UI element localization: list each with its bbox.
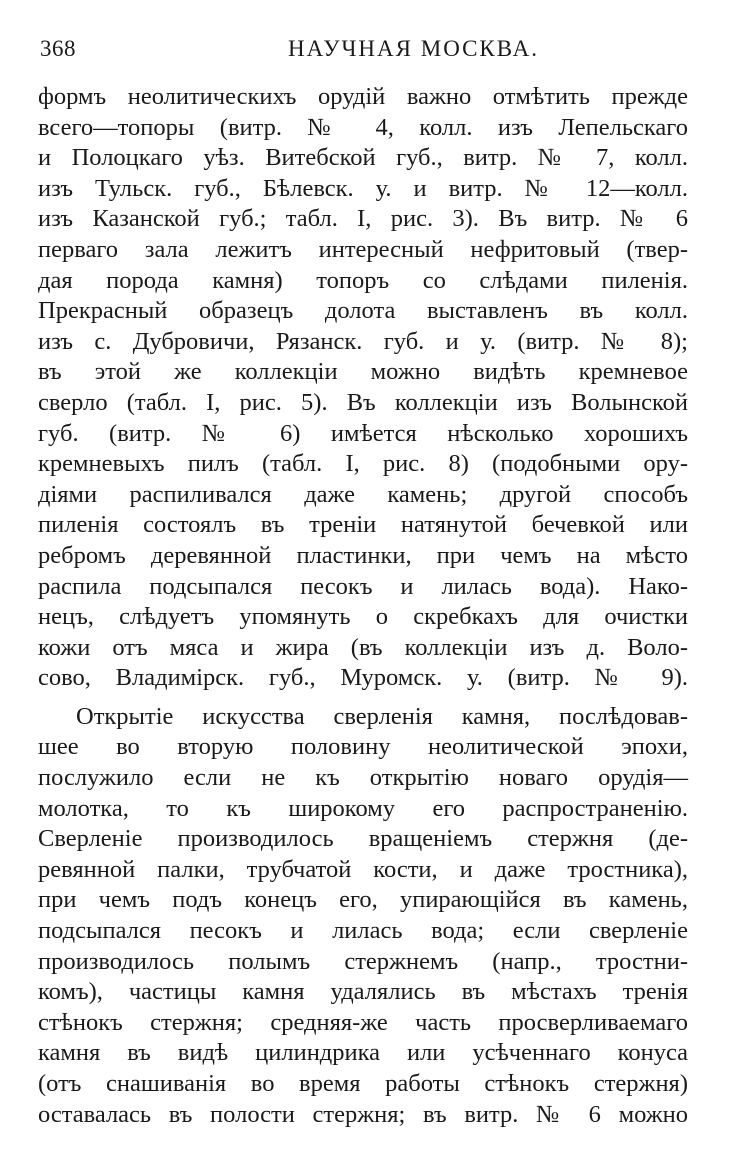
text-line: діями распиливался даже камень; другой способъ xyxy=(38,480,688,508)
text-line: формъ неолитическихъ орудій важно отмѣтить прежде xyxy=(38,83,688,110)
text-line: изъ Тульск. губ., Бѣлевск. у. и витр. № 12—колл. xyxy=(38,174,688,202)
text-line: послужило если не къ открытію новаго орудія— xyxy=(38,764,688,792)
text-line: Сверленіе производилось вращеніемъ стержня (де- xyxy=(38,825,688,853)
text-line: распила подсыпался песокъ и лилась вода). Нако- xyxy=(38,572,688,600)
text-line: и Полоцкаго уѣз. Витебской губ., витр. № 7, колл. xyxy=(38,144,688,172)
text-line: при чемъ подъ конецъ его, упирающійся въ камень, xyxy=(38,886,688,914)
text-line: губ. (витр. № 6) имѣется нѣсколько хорошихъ xyxy=(38,419,688,447)
text-line: изъ Казанской губ.; табл. I, рис. 3). Въ витр. № 6 xyxy=(38,205,688,233)
text-line: дая порода камня) топоръ со слѣдами пиленія. xyxy=(38,266,688,294)
text-line: молотка, то къ широкому его распространенію. xyxy=(38,794,688,822)
paragraph-1 xyxy=(38,82,688,694)
text-line-first: Открытіе искусства сверленія камня, послѣдовав- xyxy=(76,702,688,730)
text-line: ребромъ деревянной пластинки, при чемъ на мѣсто xyxy=(38,541,688,569)
text-line: кремневыхъ пилъ (табл. I, рис. 8) (подобными ору- xyxy=(38,450,688,478)
text-line: перваго зала лежитъ интересный нефритовый (твер- xyxy=(38,235,688,263)
paragraph-gap xyxy=(38,694,688,702)
text-line-last: сово, Владимірск. губ., Муромск. у. (витр. № 9). xyxy=(38,664,688,692)
page-header xyxy=(40,28,700,68)
text-line: изъ с. Дубровичи, Рязанск. губ. и у. (витр. № 8); xyxy=(38,327,688,355)
body-text xyxy=(38,82,688,1130)
text-line: сверло (табл. I, рис. 5). Въ коллекціи изъ Волынской xyxy=(38,388,688,416)
paragraph-2 xyxy=(38,702,688,1130)
text-line: шее во вторую половину неолитической эпохи, xyxy=(38,733,688,761)
text-line: (отъ снашиванія во время работы стѣнокъ стержня) xyxy=(38,1070,688,1097)
text-line: подсыпался песокъ и лилась вода; если сверленіе xyxy=(38,917,688,945)
text-line: камня въ видѣ цилиндрика или усѣченнаго конуса xyxy=(38,1039,688,1067)
text-line: въ этой же коллекціи можно видѣть кремневое xyxy=(38,358,688,386)
text-line: пиленія состоялъ въ треніи натянутой бечевкой или xyxy=(38,511,688,539)
text-line: производилось полымъ стержнемъ (напр., тростни- xyxy=(38,947,688,975)
running-title: НАУЧНАЯ МОСКВА. xyxy=(288,36,540,61)
text-line: всего—топоры (витр. № 4, колл. изъ Лепельскаго xyxy=(38,113,688,141)
text-line: кожи отъ мяса и жира (въ коллекціи изъ д. Воло- xyxy=(38,633,688,661)
text-line: ревянной палки, трубчатой кости, и даже тростника), xyxy=(38,855,688,883)
text-line: оставалась въ полости стержня; въ витр. № 6 можно xyxy=(38,1100,688,1128)
page-number: 368 xyxy=(40,36,76,61)
text-line: нецъ, слѣдуетъ упомянуть о скребкахъ для очистки xyxy=(38,603,688,631)
text-line: комъ), частицы камня удалялись въ мѣстахъ тренія xyxy=(38,978,688,1006)
text-line: стѣнокъ стержня; средняя-же часть просверливаемаго xyxy=(38,1008,688,1036)
text-line: Прекрасный образецъ долота выставленъ въ колл. xyxy=(38,297,688,325)
